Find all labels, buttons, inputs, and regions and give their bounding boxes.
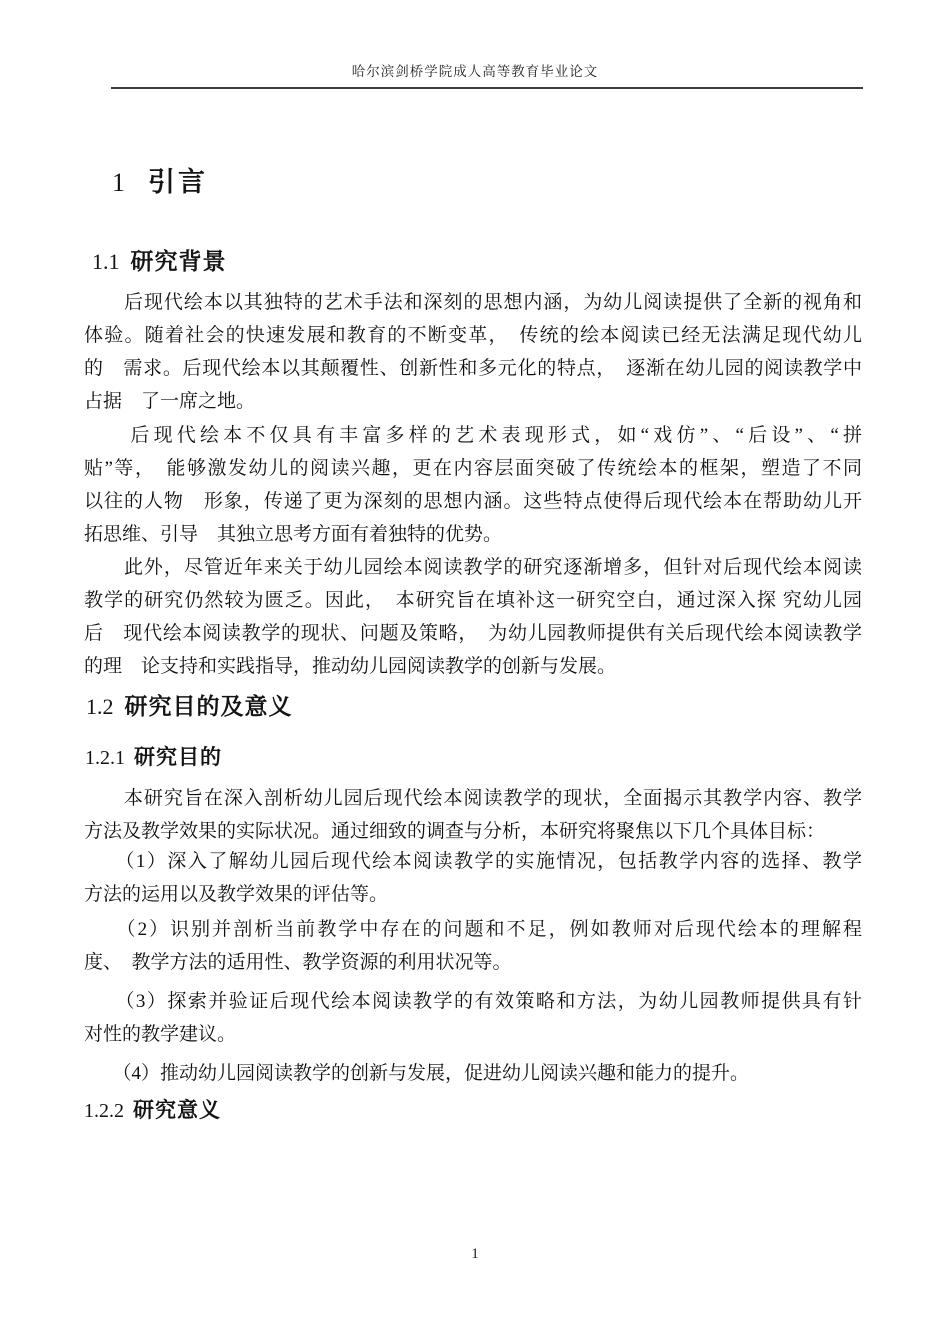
- text-line: （1）深入了解幼儿园后现代绘本阅读教学的实施情况，包括教学内容的选择、教学: [84, 851, 862, 872]
- list-item-2: [84, 913, 862, 979]
- subsection-heading-1-2-1: [85, 741, 222, 773]
- page-number: 1: [471, 1246, 479, 1262]
- list-item-3: [84, 985, 862, 1051]
- paragraph-background-3: [84, 551, 862, 683]
- section-number: 1.1: [92, 249, 120, 274]
- text-line: 的 需求。后现代绘本以其颠覆性、创新性和多元化的特点， 逐渐在幼儿园的阅读教学中: [84, 358, 862, 379]
- subsection-heading-1-2-2: [84, 1094, 221, 1126]
- subsection-title: 研究意义: [133, 1099, 221, 1122]
- text-line: 体验。随着社会的快速发展和教育的不断变革， 传统的绘本阅读已经无法满足现代幼儿: [84, 325, 862, 346]
- paragraph-background-1: [84, 286, 862, 418]
- text-line: 对性的教学建议。: [84, 1024, 237, 1045]
- chapter-title: 引言: [148, 167, 208, 197]
- text-line: （2）识别并剖析当前教学中存在的问题和不足，例如教师对后现代绘本的理解程: [84, 919, 862, 940]
- section-title: 研究背景: [130, 248, 227, 274]
- text-line: 此外，尽管近年来关于幼儿园绘本阅读教学的研究逐渐增多，但针对后现代绘本阅读: [84, 557, 862, 578]
- list-item-4: [84, 1057, 862, 1090]
- section-title: 研究目的及意义: [124, 693, 293, 719]
- subsection-number: 1.2.2: [84, 1100, 124, 1122]
- text-line: 的理 论支持和实践指导，推动幼儿园阅读教学的创新与发展。: [84, 656, 617, 677]
- text-line: 后现代绘本不仅具有丰富多样的艺术表现形式，如“戏仿”、“后设”、“拼: [84, 425, 862, 446]
- text-line: 度、 教学方法的适用性、教学资源的利用状况等。: [84, 952, 512, 973]
- running-header-title: 哈尔滨剑桥学院成人高等教育毕业论文: [351, 64, 599, 79]
- text-line: 方法及教学效果的实际状况。通过细致的调查与分析，本研究将聚焦以下几个具体目标：: [84, 821, 826, 842]
- chapter-number: 1: [112, 168, 125, 197]
- text-line: （4）推动幼儿园阅读教学的创新与发展，促进幼儿阅读兴趣和能力的提升。: [84, 1063, 750, 1084]
- text-line: 本研究旨在深入剖析幼儿园后现代绘本阅读教学的现状，全面揭示其教学内容、教学: [84, 788, 862, 809]
- text-line: （3）探索并验证后现代绘本阅读教学的有效策略和方法，为幼儿园教师提供具有针: [84, 991, 862, 1012]
- chapter-heading: [112, 160, 208, 200]
- list-item-1: [84, 845, 862, 911]
- section-number: 1.2: [86, 694, 114, 719]
- text-line: 后现代绘本以其独特的艺术手法和深刻的思想内涵，为幼儿阅读提供了全新的视角和: [84, 292, 862, 313]
- section-heading-1-2: [86, 688, 293, 724]
- paragraph-purpose-intro: [84, 782, 862, 848]
- header-rule: [111, 87, 863, 89]
- text-line: 以往的人物 形象，传递了更为深刻的思想内涵。这些特点使得后现代绘本在帮助幼儿开: [84, 491, 862, 512]
- text-line: 占据 了一席之地。: [84, 391, 256, 412]
- text-line: 拓思维、引导 其独立思考方面有着独特的优势。: [84, 524, 503, 545]
- text-line: 贴”等， 能够激发幼儿的阅读兴趣，更在内容层面突破了传统绘本的框架，塑造了不同: [84, 458, 862, 479]
- text-line: 后 现代绘本阅读教学的现状、问题及策略， 为幼儿园教师提供有关后现代绘本阅读教学: [84, 623, 862, 644]
- paragraph-background-2: [84, 419, 862, 551]
- subsection-number: 1.2.1: [85, 747, 125, 769]
- running-header: [0, 63, 950, 81]
- text-line: 教学的研究仍然较为匮乏。因此， 本研究旨在填补这一研究空白，通过深入探 究幼儿园: [84, 590, 862, 611]
- section-heading-1-1: [92, 243, 227, 279]
- text-line: 方法的运用以及教学效果的评估等。: [84, 884, 389, 905]
- subsection-title: 研究目的: [134, 746, 222, 769]
